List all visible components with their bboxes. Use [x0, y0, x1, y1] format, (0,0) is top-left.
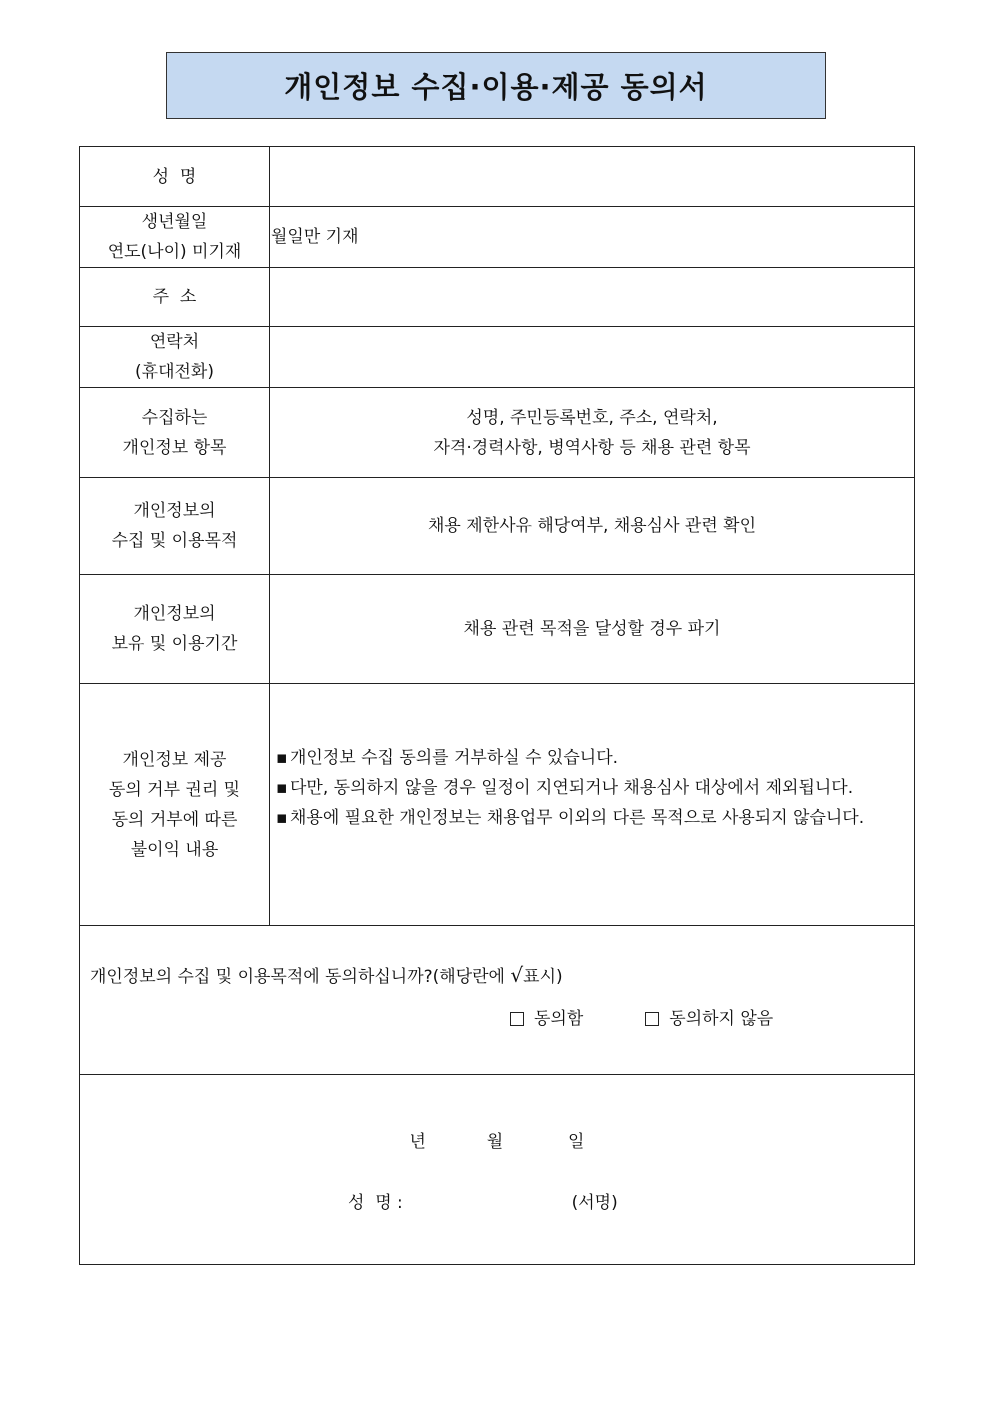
check-mark-icon: √	[510, 963, 524, 987]
checkbox-icon[interactable]	[510, 1012, 524, 1026]
signature-name-label: 성 명 :	[348, 1193, 403, 1213]
checkbox-icon[interactable]	[645, 1012, 659, 1026]
date-line	[80, 1127, 914, 1152]
year-field[interactable]: 년	[409, 1132, 426, 1152]
list-item: ▪ 개인정보 수집 동의를 거부하실 수 있습니다.	[276, 747, 619, 768]
row-consent	[80, 926, 915, 1075]
value-address-field[interactable]	[270, 268, 915, 327]
value-purpose: 채용 제한사유 해당여부, 채용심사 관련 확인	[270, 478, 915, 575]
list-item: ▪ 채용에 필요한 개인정보는 채용업무 이외의 다른 목적으로 사용되지 않습니다.	[276, 807, 865, 828]
row-purpose	[80, 478, 915, 575]
row-retention	[80, 575, 915, 684]
disagree-checkbox[interactable]: 동의하지 않음	[645, 1004, 773, 1034]
consent-question: 개인정보의 수집 및 이용목적에 동의하십니까?(해당란에 √표시)	[90, 963, 563, 987]
row-birth	[80, 207, 915, 268]
value-refusal	[270, 684, 915, 926]
value-contact-field[interactable]	[270, 327, 915, 388]
value-items: 성명, 주민등록번호, 주소, 연락처, 자격·경력사항, 병역사항 등 채용 관련 항목	[270, 388, 915, 478]
row-contact	[80, 327, 915, 388]
row-items	[80, 388, 915, 478]
value-retention: 채용 관련 목적을 달성할 경우 파기	[270, 575, 915, 684]
label-items: 수집하는 개인정보 항목	[80, 388, 270, 478]
consent-section	[80, 926, 915, 1075]
signature-line	[348, 1188, 618, 1213]
signature-section	[80, 1075, 915, 1265]
page-title: 개인정보 수집·이용·제공 동의서	[284, 70, 708, 104]
label-purpose: 개인정보의 수집 및 이용목적	[80, 478, 270, 575]
title-box	[166, 52, 826, 119]
month-field[interactable]: 월	[486, 1132, 504, 1152]
day-field[interactable]: 일	[568, 1132, 585, 1152]
label-birth: 생년월일 연도(나이) 미기재	[80, 207, 270, 268]
value-name-field[interactable]	[270, 147, 915, 207]
list-item: ▪ 다만, 동의하지 않을 경우 일정이 지연되거나 채용심사 대상에서 제외됩니다.	[276, 777, 854, 798]
label-refusal: 개인정보 제공 동의 거부 권리 및 동의 거부에 따른 불이익 내용	[80, 684, 270, 926]
label-address: 주 소	[80, 268, 270, 327]
label-retention: 개인정보의 보유 및 이용기간	[80, 575, 270, 684]
agree-checkbox[interactable]: 동의함	[510, 1004, 583, 1034]
row-name	[80, 147, 915, 207]
label-contact: 연락처 (휴대전화)	[80, 327, 270, 388]
label-name: 성 명	[80, 147, 270, 207]
row-address	[80, 268, 915, 327]
row-refusal	[80, 684, 915, 926]
value-birth-field[interactable]: 월일만 기재	[270, 207, 915, 268]
consent-form-table	[79, 146, 915, 1265]
signature-sign-label: (서명)	[571, 1193, 618, 1213]
row-signature	[80, 1075, 915, 1265]
